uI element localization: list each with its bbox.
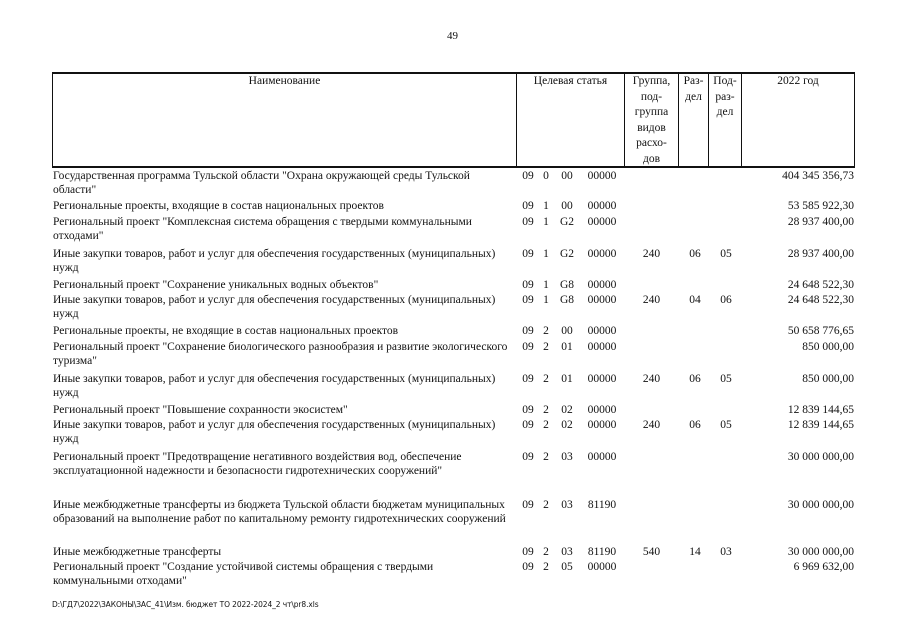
row-target-subprogram: 01	[561, 373, 573, 385]
row-name: Иные закупки товаров, работ и услуг для обеспечения государственных (муниципальных) нужд	[53, 248, 496, 274]
row-name: Иные межбюджетные трансферты	[53, 546, 222, 558]
row-target-subprogram: 03	[561, 499, 573, 511]
row-target-direction: 00000	[587, 248, 617, 260]
row-name: Региональный проект "Сохранение биологического разнообразия и развитие экологического туризма"	[53, 341, 508, 367]
row-target-type: 2	[543, 404, 549, 416]
row-name: Региональный проект "Повышение сохранности экосистем"	[53, 404, 348, 416]
row-target-direction: 81190	[587, 499, 617, 511]
row-target-program: 09	[522, 546, 534, 558]
row-target-program: 09	[522, 325, 534, 337]
row-amount: 6 969 632,00	[793, 561, 854, 573]
header-subsection	[709, 74, 741, 121]
header-section-line: Раз-	[683, 75, 704, 87]
row-target-subprogram: 00	[561, 170, 573, 182]
row-name: Региональный проект "Предотвращение негативного воздействия вод, обеспечение эксплуатационной надежности и безопасности гидротехнических сооружений"	[53, 451, 462, 477]
header-expense-group-line: расхо-	[636, 137, 667, 150]
row-name: Иные межбюджетные трансферты из бюджета Тульской области бюджетам муниципальных образований на выполнение работ по капитальному ремонту гидротехнических сооружений	[53, 499, 506, 525]
header-expense-group-line: дов	[642, 152, 661, 165]
row-section: 06	[689, 419, 701, 431]
row-target-direction: 00000	[587, 325, 617, 337]
row-target-subprogram: G8	[559, 294, 575, 306]
row-section: 06	[689, 373, 701, 385]
row-target-type: 2	[543, 419, 549, 431]
row-subsection: 03	[720, 546, 732, 558]
row-target-direction: 00000	[587, 561, 617, 573]
row-target-direction: 00000	[587, 404, 617, 416]
row-target-subprogram: 01	[561, 341, 573, 353]
row-amount: 53 585 922,30	[787, 200, 854, 212]
row-target-subprogram: 02	[561, 404, 573, 416]
header-expense-group-line: Группа,	[632, 75, 671, 87]
row-amount: 24 648 522,30	[787, 294, 854, 306]
row-target-type: 2	[543, 546, 549, 558]
row-target-program: 09	[522, 404, 534, 416]
row-expense-group: 240	[642, 373, 661, 385]
row-expense-group: 540	[642, 546, 661, 558]
row-amount: 30 000 000,00	[787, 546, 854, 558]
row-target-program: 09	[522, 248, 534, 260]
row-amount: 50 658 776,65	[787, 325, 854, 337]
row-amount: 850 000,00	[802, 341, 854, 353]
row-target-subprogram: 00	[561, 325, 573, 337]
row-name: Иные закупки товаров, работ и услуг для обеспечения государственных (муниципальных) нужд	[53, 419, 496, 445]
row-target-direction: 00000	[587, 170, 617, 182]
row-target-type: 2	[543, 341, 549, 353]
row-subsection: 05	[720, 248, 732, 260]
row-name: Иные закупки товаров, работ и услуг для обеспечения государственных (муниципальных) нужд	[53, 294, 496, 320]
row-target-direction: 81190	[587, 546, 617, 558]
row-target-type: 1	[543, 279, 549, 291]
row-target-direction: 00000	[587, 373, 617, 385]
row-amount: 12 839 144,65	[787, 404, 854, 416]
row-amount: 404 345 356,73	[782, 170, 854, 182]
row-subsection: 06	[720, 294, 732, 306]
header-target-article: Целевая статья	[533, 75, 608, 87]
row-amount: 30 000 000,00	[787, 499, 854, 511]
row-subsection: 05	[720, 419, 732, 431]
row-target-direction: 00000	[587, 341, 617, 353]
row-expense-group: 240	[642, 419, 661, 431]
row-target-type: 1	[543, 248, 549, 260]
row-expense-group: 240	[642, 248, 661, 260]
header-expense-group-line: видов	[637, 121, 666, 134]
row-target-direction: 00000	[587, 279, 617, 291]
row-amount: 28 937 400,00	[787, 216, 854, 228]
row-target-type: 2	[543, 499, 549, 511]
row-amount: 12 839 144,65	[787, 419, 854, 431]
header-expense-group-line: группа	[634, 106, 669, 119]
row-target-type: 2	[543, 561, 549, 573]
row-target-subprogram: G2	[559, 248, 575, 260]
col-border-right	[854, 72, 855, 167]
row-target-program: 09	[522, 499, 534, 511]
row-name: Региональный проект "Комплексная система обращения с твердыми коммунальными отходами"	[53, 216, 472, 242]
row-name: Региональные проекты, не входящие в состав национальных проектов	[53, 325, 399, 337]
header-section	[679, 74, 708, 105]
row-target-program: 09	[522, 294, 534, 306]
row-section: 06	[689, 248, 701, 260]
header-year: 2022 год	[777, 75, 819, 87]
row-target-program: 09	[522, 170, 534, 182]
file-path-footer: D:\ГД7\2022\ЗАКОНЫ\ЗАС_41\Изм. бюджет ТО 2022-2024_2 чт\pr8.xls	[52, 600, 319, 609]
header-subsection-line: дел	[716, 106, 734, 119]
row-target-direction: 00000	[587, 294, 617, 306]
row-target-program: 09	[522, 373, 534, 385]
header-bottom-border	[52, 166, 855, 168]
row-target-type: 0	[543, 170, 549, 182]
row-target-program: 09	[522, 451, 534, 463]
row-target-direction: 00000	[587, 451, 617, 463]
row-amount: 28 937 400,00	[787, 248, 854, 260]
row-section: 04	[689, 294, 701, 306]
row-target-subprogram: 02	[561, 419, 573, 431]
row-name: Государственная программа Тульской области "Охрана окружающей среды Тульской области"	[53, 170, 470, 196]
row-target-type: 2	[543, 325, 549, 337]
row-target-direction: 00000	[587, 216, 617, 228]
row-name: Региональный проект "Сохранение уникальных водных объектов"	[53, 279, 379, 291]
header-expense-group-line: под-	[640, 90, 663, 103]
header-section-line: дел	[685, 90, 702, 103]
row-target-subprogram: G2	[559, 216, 575, 228]
row-target-type: 1	[543, 200, 549, 212]
row-target-program: 09	[522, 200, 534, 212]
header-name: Наименование	[248, 75, 321, 87]
row-target-subprogram: 03	[561, 546, 573, 558]
row-target-program: 09	[522, 279, 534, 291]
row-target-subprogram: 05	[561, 561, 573, 573]
row-subsection: 05	[720, 373, 732, 385]
row-target-type: 2	[543, 373, 549, 385]
header-expense-group	[625, 74, 678, 168]
row-target-program: 09	[522, 216, 534, 228]
row-target-type: 1	[543, 216, 549, 228]
row-target-direction: 00000	[587, 200, 617, 212]
row-target-program: 09	[522, 561, 534, 573]
row-target-program: 09	[522, 419, 534, 431]
row-target-program: 09	[522, 341, 534, 353]
row-section: 14	[689, 546, 701, 558]
page-number: 49	[447, 30, 458, 42]
row-target-subprogram: 00	[561, 200, 573, 212]
row-name: Региональный проект "Создание устойчивой системы обращения с твердыми коммунальными отходами"	[53, 561, 434, 587]
row-target-subprogram: G8	[559, 279, 575, 291]
row-expense-group: 240	[642, 294, 661, 306]
header-subsection-line: Под-	[713, 75, 737, 87]
row-amount: 30 000 000,00	[787, 451, 854, 463]
row-target-type: 1	[543, 294, 549, 306]
row-name: Иные закупки товаров, работ и услуг для обеспечения государственных (муниципальных) нужд	[53, 373, 496, 399]
row-target-subprogram: 03	[561, 451, 573, 463]
row-amount: 850 000,00	[802, 373, 854, 385]
header-subsection-line: раз-	[715, 90, 735, 103]
row-target-direction: 00000	[587, 419, 617, 431]
row-amount: 24 648 522,30	[787, 279, 854, 291]
row-target-type: 2	[543, 451, 549, 463]
row-name: Региональные проекты, входящие в состав национальных проектов	[53, 200, 384, 212]
